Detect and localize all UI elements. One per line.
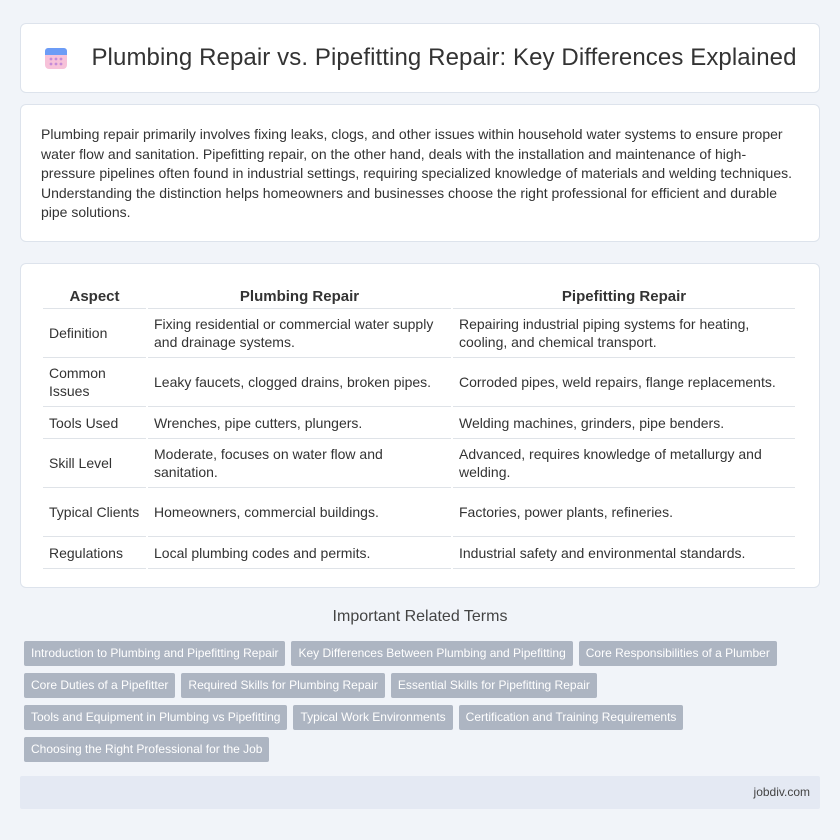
header-pipefitting: Pipefitting Repair <box>453 286 795 309</box>
related-term-tag[interactable]: Core Duties of a Pipefitter <box>24 673 175 698</box>
table-row <box>43 358 795 407</box>
related-terms-heading: Important Related Terms <box>332 608 508 625</box>
plumbing-cell: Wrenches, pipe cutters, plungers. <box>148 407 451 439</box>
related-term-tag[interactable]: Required Skills for Plumbing Repair <box>181 673 384 698</box>
table-row <box>43 439 795 488</box>
related-term-tag[interactable]: Essential Skills for Pipefitting Repair <box>391 673 597 698</box>
header-plumbing: Plumbing Repair <box>148 286 451 309</box>
aspect-cell: Skill Level <box>43 439 146 488</box>
plumbing-cell: Local plumbing codes and permits. <box>148 537 451 569</box>
related-term-tag[interactable]: Introduction to Plumbing and Pipefitting Repair <box>24 641 285 666</box>
comparison-table <box>41 286 797 569</box>
table-row <box>43 309 795 358</box>
related-term-tag[interactable]: Choosing the Right Professional for the Job <box>24 737 269 762</box>
related-term-tag[interactable]: Key Differences Between Plumbing and Pipefitting <box>291 641 572 666</box>
table-header-row <box>43 286 795 309</box>
aspect-cell: Common Issues <box>43 358 146 407</box>
aspect-cell: Definition <box>43 309 146 358</box>
footer-site-link[interactable]: jobdiv.com <box>753 785 810 799</box>
plumbing-cell: Moderate, focuses on water flow and sanitation. <box>148 439 451 488</box>
plumbing-cell: Fixing residential or commercial water supply and drainage systems. <box>148 309 451 358</box>
pipefitting-cell: Advanced, requires knowledge of metallurgy and welding. <box>453 439 795 488</box>
aspect-cell: Typical Clients <box>43 488 146 537</box>
footer <box>20 776 820 809</box>
aspect-cell: Regulations <box>43 537 146 569</box>
pipefitting-cell: Welding machines, grinders, pipe benders. <box>453 407 795 439</box>
pipefitting-cell: Industrial safety and environmental standards. <box>453 537 795 569</box>
plumbing-cell: Leaky faucets, clogged drains, broken pipes. <box>148 358 451 407</box>
header-aspect: Aspect <box>43 286 146 309</box>
page-title: Plumbing Repair vs. Pipefitting Repair: Key Differences Explained <box>91 44 797 71</box>
pipefitting-cell: Factories, power plants, refineries. <box>453 488 795 537</box>
pipefitting-cell: Corroded pipes, weld repairs, flange replacements. <box>453 358 795 407</box>
aspect-cell: Tools Used <box>43 407 146 439</box>
calendar-grid-icon <box>43 45 69 71</box>
intro-card <box>20 104 820 242</box>
table-row <box>43 537 795 569</box>
table-row <box>43 488 795 537</box>
related-term-tag[interactable]: Typical Work Environments <box>293 705 452 730</box>
related-term-tag[interactable]: Certification and Training Requirements <box>459 705 684 730</box>
title-wrap <box>43 44 796 72</box>
comparison-table-card <box>20 263 820 588</box>
pipefitting-cell: Repairing industrial piping systems for heating, cooling, and chemical transport. <box>453 309 795 358</box>
related-term-tag[interactable]: Tools and Equipment in Plumbing vs Pipefitting <box>24 705 287 730</box>
table-row <box>43 407 795 439</box>
intro-text: Plumbing repair primarily involves fixing leaks, clogs, and other issues within household water systems to ensure proper water flow and sanitation. Pipefitting repair, on the other hand, deals with the installation and maintenance of high-pressure pipelines often found in industrial settings, requiring specialized knowledge of materials and welding techniques. Understanding the distinction helps homeowners and businesses choose the right professional for efficient and durable pipe solutions. <box>41 126 793 220</box>
plumbing-cell: Homeowners, commercial buildings. <box>148 488 451 537</box>
related-terms-list <box>24 641 814 769</box>
related-term-tag[interactable]: Core Responsibilities of a Plumber <box>579 641 777 666</box>
header-card <box>20 23 820 93</box>
